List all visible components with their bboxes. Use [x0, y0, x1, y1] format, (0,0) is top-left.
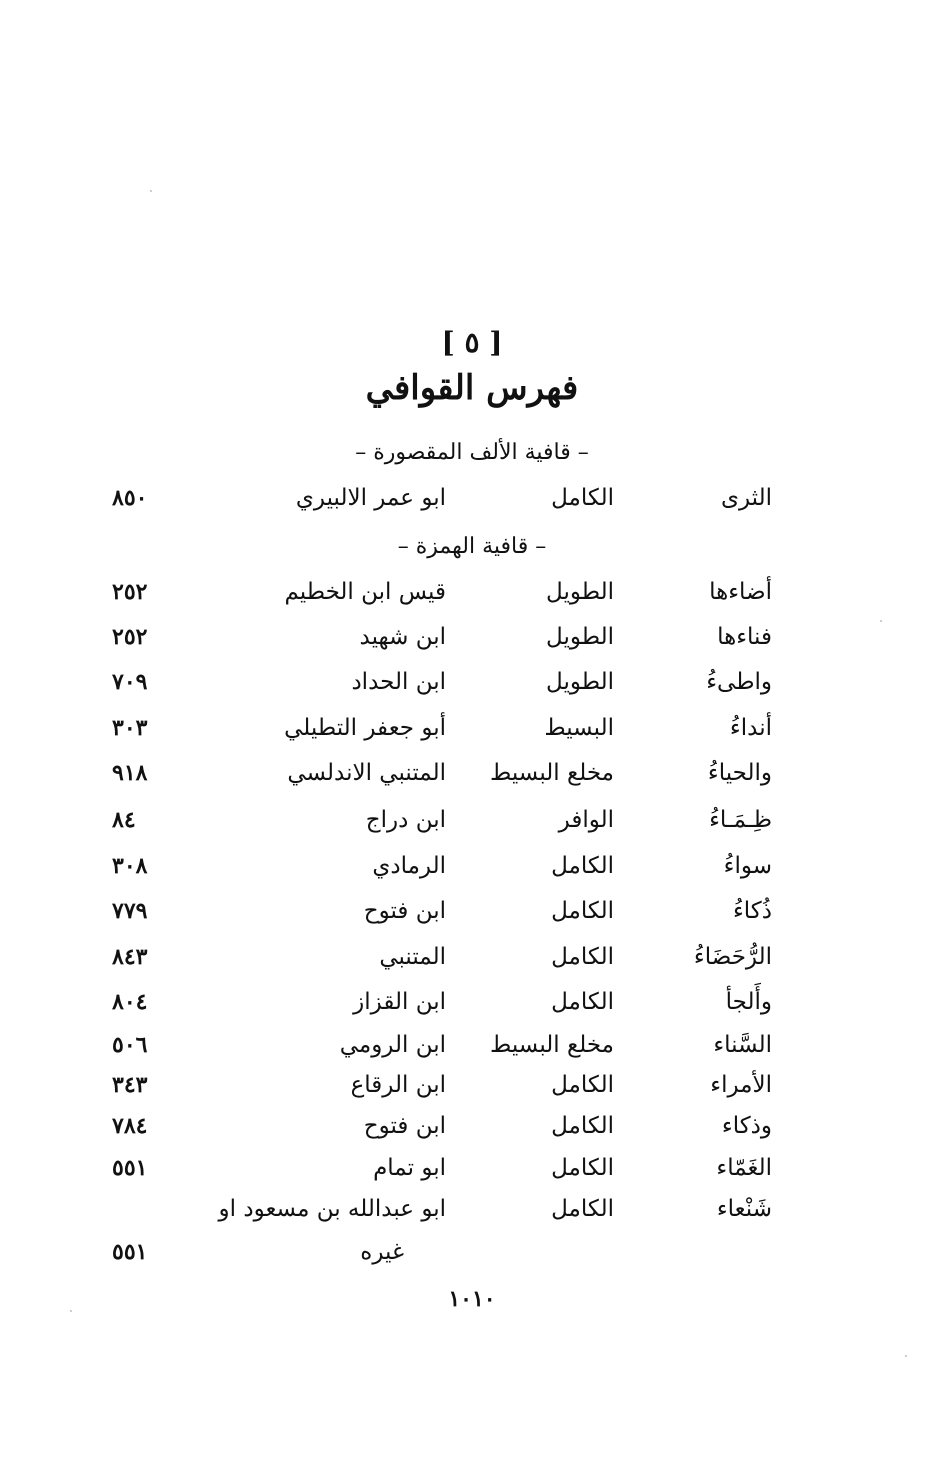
- meter: الطويل: [546, 624, 614, 650]
- poet: ابن الرومي: [339, 1032, 446, 1058]
- scan-speck: [880, 620, 882, 622]
- table-row: [0, 1106, 944, 1146]
- page-ref: ٧٧٩: [112, 898, 148, 924]
- page-title: فهرس القوافي: [365, 368, 579, 408]
- page-number: ١٠١٠: [448, 1286, 496, 1312]
- table-row: [0, 800, 944, 840]
- page-ref: ٣٤٣: [112, 1072, 148, 1098]
- poet: قيس ابن الخطيم: [284, 579, 446, 605]
- table-row: [0, 1025, 944, 1065]
- table-row: [0, 846, 944, 886]
- meter: الوافر: [558, 807, 614, 833]
- poet: ابن القزاز: [353, 989, 446, 1015]
- index-number: [ ٥ ]: [441, 326, 503, 359]
- poet: ابو تمام: [373, 1155, 446, 1181]
- table-row: [0, 662, 944, 702]
- page-ref: ٢٥٢: [112, 579, 148, 605]
- table-row: [0, 1189, 944, 1229]
- meter: الطويل: [546, 669, 614, 695]
- rhyme-word: الأمراء: [710, 1072, 772, 1098]
- page-ref: ٥٠٦: [112, 1032, 148, 1058]
- page-ref: ٩١٨: [112, 760, 148, 786]
- meter: البسيط: [544, 715, 614, 741]
- meter: مخلع البسيط: [490, 1032, 614, 1058]
- meter: الكامل: [551, 1155, 614, 1181]
- page-ref: ٣٠٣: [112, 715, 148, 741]
- rhyme-word: والحياءُ: [707, 760, 772, 786]
- rhyme-word: وأَلجأ: [725, 989, 772, 1015]
- page-ref: ٧٠٩: [112, 669, 148, 695]
- page-ref: ٧٨٤: [112, 1113, 148, 1139]
- meter: الكامل: [551, 1072, 614, 1098]
- meter: الكامل: [551, 485, 614, 511]
- poet: ابو عمر الالبيري: [295, 485, 446, 511]
- table-row-continuation: [0, 1232, 944, 1272]
- poet: ابن الحداد: [351, 669, 446, 695]
- table-row: [0, 617, 944, 657]
- poet: ابن فتوح: [363, 1113, 446, 1139]
- meter: الطويل: [546, 579, 614, 605]
- poet: المتنبي: [379, 944, 446, 970]
- poet: الرمادي: [372, 853, 446, 879]
- meter: مخلع البسيط: [490, 760, 614, 786]
- rhyme-word: الغَمّاء: [716, 1155, 772, 1181]
- rhyme-word: واطىءُ: [706, 669, 772, 695]
- poet: غيره: [360, 1239, 404, 1265]
- scan-speck: [70, 1310, 72, 1312]
- page-ref: ٥٥١: [112, 1155, 148, 1181]
- rhyme-word: وذكاء: [721, 1113, 772, 1139]
- section-heading-hamza: – قافية الهمزة –: [397, 534, 547, 559]
- table-row: [0, 1065, 944, 1105]
- rhyme-word: أضاءها: [709, 579, 772, 605]
- rhyme-word: سواءُ: [723, 853, 772, 879]
- poet: ابو عبدالله بن مسعود او: [218, 1196, 446, 1222]
- poet: ابن شهيد: [359, 624, 446, 650]
- rhyme-word: ذُكاءُ: [732, 898, 772, 924]
- poet: المتنبي الاندلسي: [287, 760, 446, 786]
- table-row: [0, 1148, 944, 1188]
- table-row: [0, 937, 944, 977]
- table-row: [0, 982, 944, 1022]
- rhyme-word: السَّناء: [713, 1032, 772, 1058]
- rhyme-word: شَنْعاء: [716, 1196, 772, 1222]
- rhyme-word: ظِـمَـاءُ: [709, 807, 772, 833]
- page-ref: ٨٠٤: [112, 989, 148, 1015]
- scan-speck: [150, 190, 152, 192]
- table-row: [0, 708, 944, 748]
- scan-speck: [905, 1355, 907, 1357]
- page-ref: ٥٥١: [112, 1239, 148, 1265]
- poet: ابن فتوح: [363, 898, 446, 924]
- page-ref: ٣٠٨: [112, 853, 148, 879]
- table-row: [0, 572, 944, 612]
- page-ref: ٨٤: [112, 807, 136, 833]
- poet: أبو جعفر التطيلي: [284, 715, 446, 741]
- page-ref: ٨٤٣: [112, 944, 148, 970]
- meter: الكامل: [551, 1196, 614, 1222]
- rhyme-word: فناءها: [717, 624, 772, 650]
- page-ref: ٢٥٢: [112, 624, 148, 650]
- meter: الكامل: [551, 1113, 614, 1139]
- page-ref: ٨٥٠: [112, 485, 148, 511]
- section-heading-alif: – قافية الألف المقصورة –: [355, 440, 589, 465]
- rhyme-word: أنداءُ: [729, 715, 772, 741]
- rhyme-word: الثرى: [720, 485, 772, 511]
- poet: ابن الرقاع: [350, 1072, 446, 1098]
- meter: الكامل: [551, 989, 614, 1015]
- table-row: [0, 753, 944, 793]
- table-row: [0, 478, 944, 518]
- meter: الكامل: [551, 853, 614, 879]
- rhyme-word: الرُّحَضَاءُ: [693, 944, 772, 970]
- meter: الكامل: [551, 944, 614, 970]
- poet: ابن دراج: [365, 807, 446, 833]
- table-row: [0, 891, 944, 931]
- meter: الكامل: [551, 898, 614, 924]
